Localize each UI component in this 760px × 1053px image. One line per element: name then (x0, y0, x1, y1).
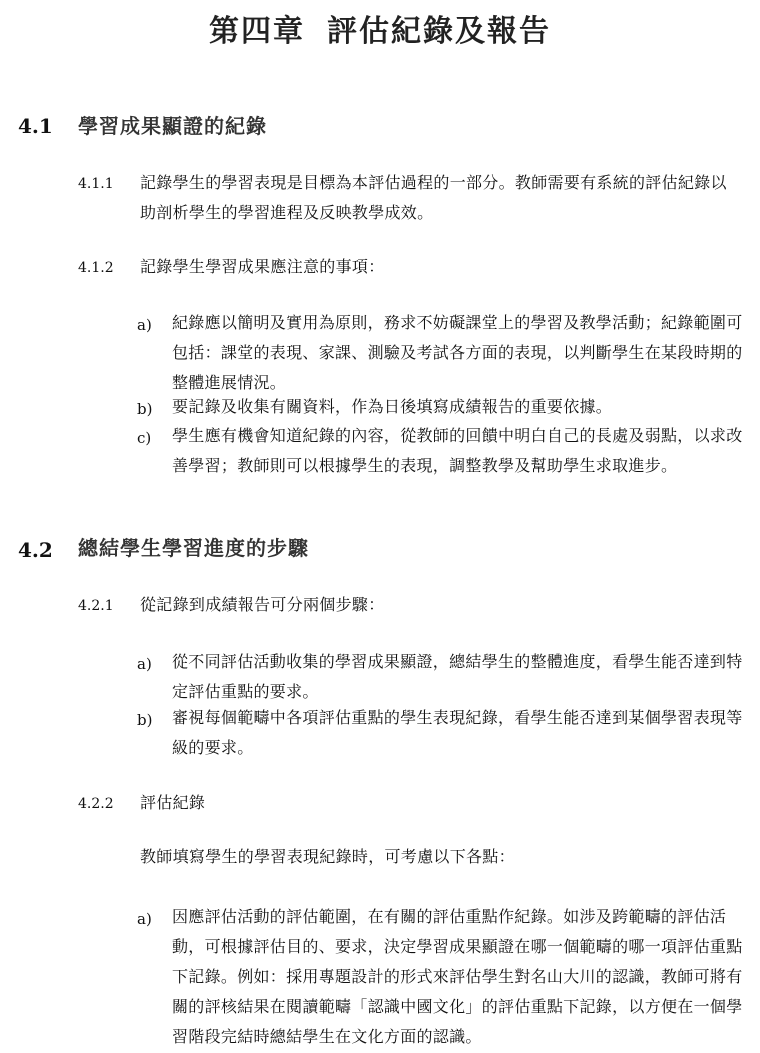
list-item-label: b) (137, 400, 153, 418)
chapter-name: 評估紀錄及報告 (327, 14, 551, 49)
section-title: 學習成果顯證的紀錄 (78, 114, 267, 138)
list-item: 審視每個範疇中各項評估重點的學生表現紀錄，看學生能否達到某個學習表現等級的要求。 (172, 708, 743, 757)
subsection-number: 4.1.1 (78, 176, 114, 192)
section-number: 4.2 (18, 538, 53, 562)
list-item: 因應評估活動的評估範圍，在有關的評估重點作紀錄。如涉及跨範疇的評估活動，可根據評估目的、要求，決定學習成果顯證在哪一個範疇的哪一項評估重點下記錄。例如：採用專題設計的形式來評估學生對名山大川的認識，教師可將有關的評核結果在閱讀範疇「認識中國文化」的評估重點下記錄，以方便在一個學習階段完結時總結學生在文化方面的認識。 (172, 907, 743, 1046)
list-item: 從不同評估活動收集的學習成果顯證，總結學生的整體進度，看學生能否達到特定評估重點的要求。 (172, 652, 743, 701)
chapter-number: 第四章 (209, 14, 305, 49)
section-title: 總結學生學習進度的步驟 (78, 536, 309, 560)
paragraph: 從記錄到成績報告可分兩個步驟： (140, 595, 385, 614)
list-item: 學生應有機會知道紀錄的內容，從教師的回饋中明白自己的長處及弱點，以求改善學習；教師則可以根據學生的表現，調整教學及幫助學生求取進步。 (172, 426, 743, 475)
paragraph: 記錄學生的學習表現是目標為本評估過程的一部分。教師需要有系統的評估紀錄以助剖析學生的學習進程及反映教學成效。 (140, 173, 727, 222)
list-item-label: a) (137, 316, 152, 334)
paragraph: 評估紀錄 (140, 793, 206, 812)
list-item-label: a) (137, 655, 152, 673)
subsection-number: 4.2.2 (78, 796, 114, 812)
section-number: 4.1 (18, 114, 53, 138)
list-item: 紀錄應以簡明及實用為原則，務求不妨礙課堂上的學習及教學活動；紀錄範圍可包括：課堂的表現、家課、測驗及考試各方面的表現，以判斷學生在某段時期的整體進展情況。 (172, 313, 743, 392)
paragraph: 記錄學生學習成果應注意的事項： (140, 257, 385, 276)
chapter-title (0, 6, 760, 50)
list-item-label: b) (137, 711, 153, 729)
subsection-number: 4.1.2 (78, 260, 114, 276)
list-item-label: a) (137, 910, 152, 928)
list-item: 要記錄及收集有關資料，作為日後填寫成績報告的重要依據。 (172, 397, 613, 416)
subsection-number: 4.2.1 (78, 598, 114, 614)
paragraph: 教師填寫學生的學習表現紀錄時，可考慮以下各點： (140, 847, 515, 866)
list-item-label: c) (137, 429, 152, 447)
